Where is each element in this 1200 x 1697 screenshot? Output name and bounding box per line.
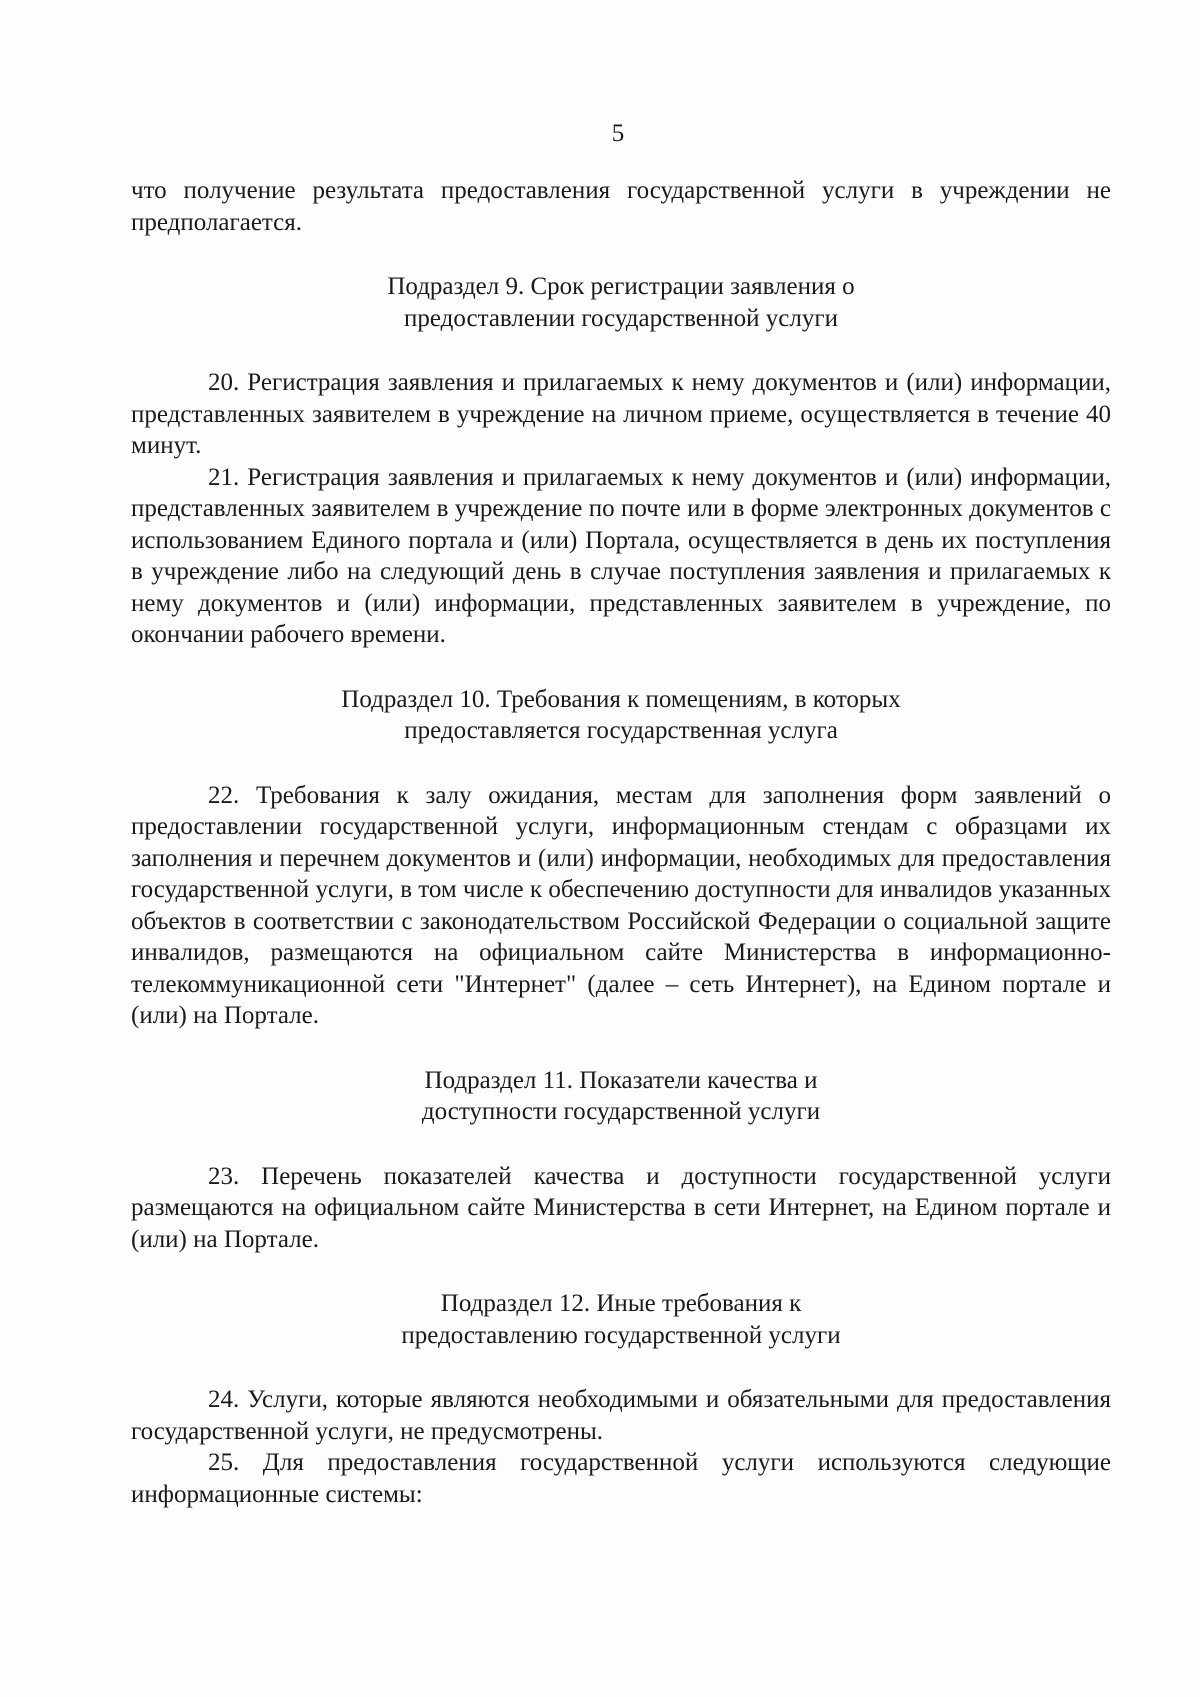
paragraph-25: 25. Для предоставления государственной услуги используются следующие информационные системы:: [131, 1449, 1111, 1508]
document-body: [131, 175, 1111, 1510]
heading-subsection-12: Подраздел 12. Иные требования к предоставлению государственной услуги: [401, 1290, 841, 1349]
heading-subsection-10: Подраздел 10. Требования к помещениям, в которых предоставляется государственная услуга: [341, 685, 901, 744]
heading-subsection-9: Подраздел 9. Срок регистрации заявления о предоставлении государственной услуги: [387, 273, 855, 332]
paragraph-20: 20. Регистрация заявления и прилагаемых к нему документов и (или) информации, представленных заявителем в учреждение на личном приеме, осуществляется в течение 40 минут.: [131, 369, 1111, 459]
heading-subsection-11: Подраздел 11. Показатели качества и доступности государственной услуги: [421, 1066, 821, 1125]
paragraph-21: 21. Регистрация заявления и прилагаемых к нему документов и (или) информации, представленных заявителем в учреждение по почте или в форме электронных документов с использованием Единого портала и (или) Портала, осуществляется в день их поступления в учреждение либо на следующий день в случае поступления заявления и прилагаемых к нему документов и (или) информации, представленных заявителем в учреждение, по окончании рабочего времени.: [131, 463, 1111, 648]
paragraph-23: 23. Перечень показателей качества и доступности государственной услуги размещаются на официальном сайте Министерства в сети Интернет, на Едином портале и (или) на Портале.: [131, 1162, 1111, 1253]
paragraph-22: 22. Требования к залу ожидания, местам для заполнения форм заявлений о предоставлении государственной услуги, информационным стендам с образцами их заполнения и перечнем документов и (или) информации, необходимых для предоставления государственной услуги, в том числе к обеспечению доступности для инвалидов указанных объектов в соответствии с законодательством Российской Федерации о социальной защите инвалидов, размещаются на официальном сайте Министерства в информационно-телекоммуникационной сети "Интернет" (далее – сеть Интернет), на Едином портале и (или) на Портале.: [131, 781, 1111, 1029]
paragraph-24: 24. Услуги, которые являются необходимыми и обязательными для предоставления государственной услуги, не предусмотрены.: [131, 1386, 1111, 1445]
page-number: 5: [611, 120, 625, 147]
paragraph-continuation: что получение результата предоставления государственной услуги в учреждении не предполагается.: [131, 177, 1111, 236]
